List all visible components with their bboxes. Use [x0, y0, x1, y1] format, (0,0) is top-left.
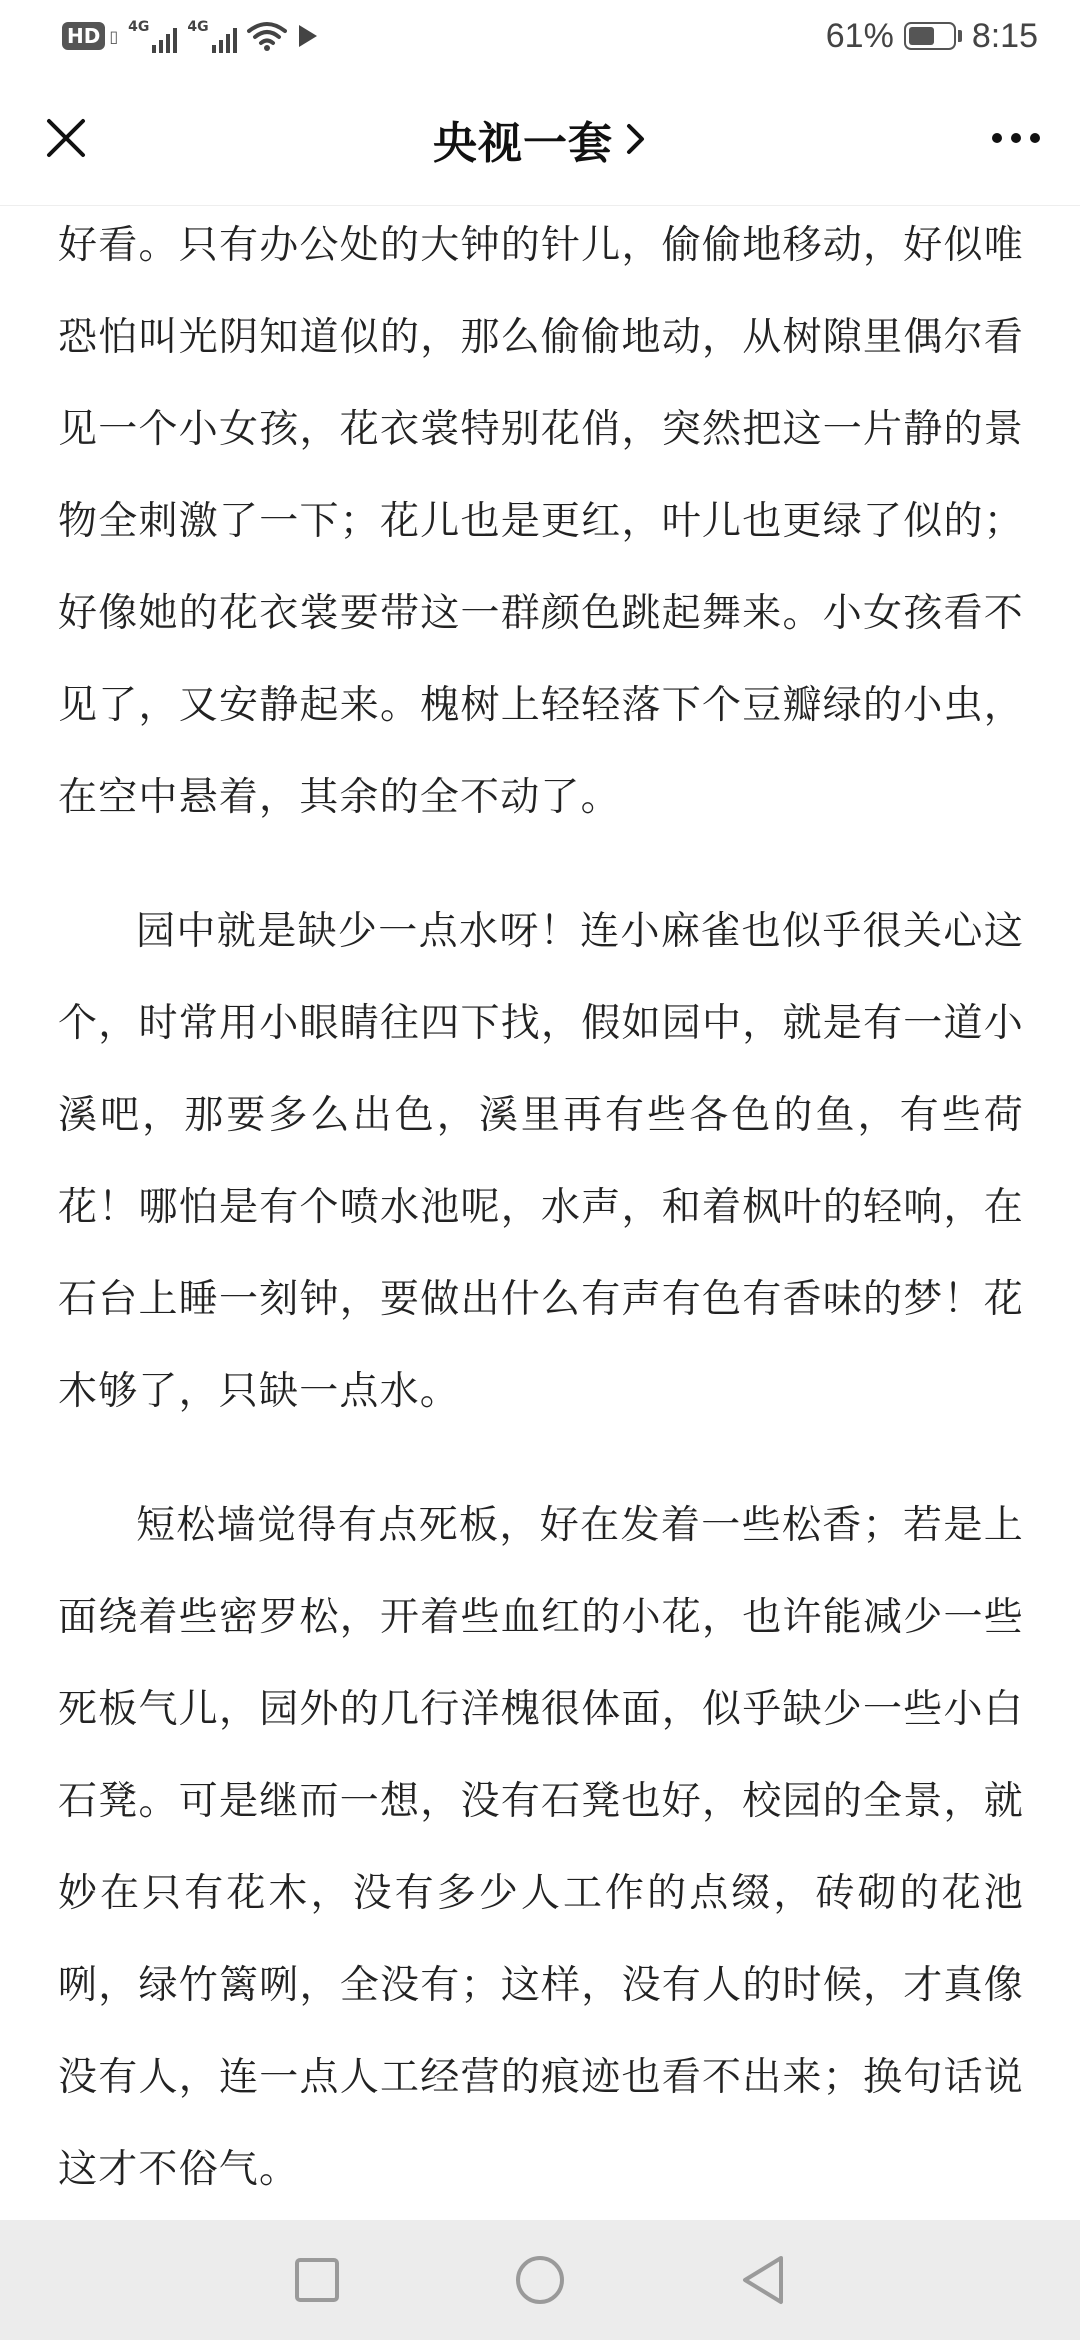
chevron-right-icon: [625, 122, 647, 156]
signal-icon-sim1: [128, 19, 177, 53]
more-dots-icon: [992, 133, 1002, 143]
network-type-label: 4G: [187, 19, 209, 35]
triangle-back-icon: [739, 2254, 787, 2306]
circle-home-icon: [514, 2254, 566, 2306]
square-recents-icon: [293, 2256, 341, 2304]
wifi-icon: [247, 20, 287, 52]
page-title: 央视一套: [433, 117, 613, 169]
recents-button[interactable]: [277, 2240, 357, 2320]
close-button[interactable]: [28, 100, 104, 176]
home-button[interactable]: [500, 2240, 580, 2320]
battery-level: [909, 27, 935, 45]
battery-icon: [904, 22, 962, 50]
signal-icon-sim2: [187, 19, 236, 53]
status-right: [826, 17, 1038, 56]
status-bar: [0, 0, 1080, 72]
hd-sub-icon: ▯: [109, 26, 119, 46]
account-title-button[interactable]: [433, 107, 647, 171]
battery-percent: 61%: [825, 16, 894, 55]
close-icon: [44, 116, 88, 160]
back-button[interactable]: [723, 2240, 803, 2320]
clock: 8:15: [971, 16, 1038, 55]
hd-icon: HD: [62, 22, 105, 50]
article-body: [58, 200, 1024, 2216]
article-paragraph: 短松墙觉得有点死板，好在发着一些松香；若是上面绕着些密罗松，开着些血红的小花，也许能减少一些死板气儿，园外的几行洋槐很体面，似乎缺少一些小白石凳。可是继而一想，没有石凳也好，校园的全景，就妙在只有花木，没有多少人工作的点缀，砖砌的花池咧，绿竹篱咧，全没有；这样，没有人的时候，才真像没有人，连一点人工经营的痕迹也看不出来；换句话说这才不俗气。: [58, 1503, 1024, 2192]
article-paragraph: 好看。只有办公处的大钟的针儿，偷偷地移动，好似唯恐怕叫光阴知道似的，那么偷偷地动，从树隙里偶尔看见一个小女孩，花衣裳特别花俏，突然把这一片静的景物全刺激了一下；花儿也是更红，叶儿也更绿了似的；好像她的花衣裳要带这一群颜色跳起舞来。小女孩看不见了，又安静起来。槐树上轻轻落下个豆瓣绿的小虫，在空中悬着，其余的全不动了。: [58, 223, 1024, 820]
status-left: [62, 19, 319, 53]
top-app-bar: [0, 72, 1080, 206]
article-paragraph: 园中就是缺少一点水呀！连小麻雀也似乎很关心这个，时常用小眼睛往四下找，假如园中，就是有一道小溪吧，那要多么出色，溪里再有些各色的鱼，有些荷花！哪怕是有个喷水池呢，水声，和着枫叶的轻响，在石台上睡一刻钟，要做出什么有声有色有香味的梦！花木够了，只缺一点水。: [58, 909, 1024, 1414]
network-type-label: 4G: [128, 19, 150, 35]
play-icon: [297, 23, 319, 49]
system-nav-bar: [0, 2220, 1080, 2340]
more-options-button[interactable]: [978, 100, 1054, 176]
